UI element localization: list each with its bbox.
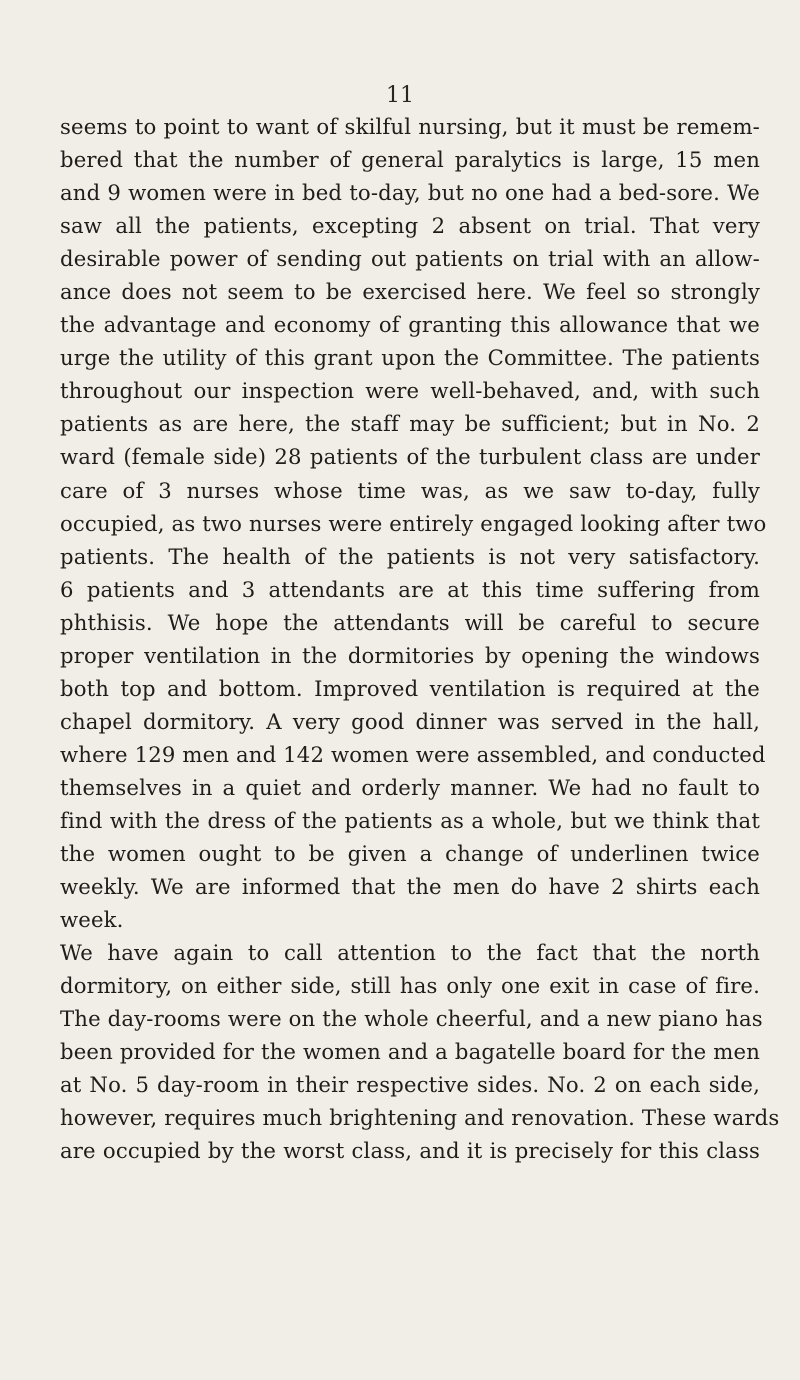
paragraph-2 xyxy=(60,936,780,1167)
text-line: chapel dormitory. A very good dinner was served in the hall, xyxy=(60,708,760,734)
text-line: are occupied by the worst class, and it is precisely for this class xyxy=(60,1138,760,1164)
text-line: patients. The health of the patients is not very satisfactory. xyxy=(60,543,760,569)
text-line: and 9 women were in bed to-day, but no one had a bed-sore. We xyxy=(60,180,760,206)
text-line: ward (female side) 28 patients of the turbulent class are under xyxy=(60,444,760,470)
text-line: however, requires much brightening and renovation. These wards xyxy=(60,1105,780,1131)
text-line: week. xyxy=(60,907,124,933)
text-line: proper ventilation in the dormitories by opening the windows xyxy=(60,642,760,668)
text-line: saw all the patients, excepting 2 absent on trial. That very xyxy=(60,213,760,239)
text-line: where 129 men and 142 women were assembled, and conducted xyxy=(60,741,766,767)
text-line: the advantage and economy of granting this allowance that we xyxy=(60,312,760,338)
text-line: occupied, as two nurses were entirely engaged looking after two xyxy=(60,510,767,536)
page-number: 11 xyxy=(386,83,414,108)
text-line: bered that the number of general paralytics is large, 15 men xyxy=(60,147,760,173)
text-line: desirable power of sending out patients on trial with an allow- xyxy=(60,246,760,272)
text-line: weekly. We are informed that the men do have 2 shirts each xyxy=(60,874,760,900)
text-line: urge the utility of this grant upon the Committee. The patients xyxy=(60,345,760,371)
text-line: seems to point to want of skilful nursing, but it must be remem- xyxy=(60,114,760,139)
text-line: find with the dress of the patients as a whole, but we think that xyxy=(60,807,760,833)
text-line: care of 3 nurses whose time was, as we saw to-day, fully xyxy=(60,477,760,503)
body-text xyxy=(60,110,780,1168)
text-line: 6 patients and 3 attendants are at this time suffering from xyxy=(60,576,760,602)
text-line: themselves in a quiet and orderly manner. We had no fault to xyxy=(60,774,760,800)
text-line: We have again to call attention to the fact that the north xyxy=(60,940,760,966)
text-line: patients as are here, the staff may be sufficient; but in No. 2 xyxy=(60,411,760,437)
text-line: the women ought to be given a change of underlinen twice xyxy=(60,841,760,867)
text-line: phthisis. We hope the attendants will be careful to secure xyxy=(60,609,760,635)
text-line: The day-rooms were on the whole cheerful, and a new piano has xyxy=(60,1006,763,1032)
paragraph-1 xyxy=(60,110,767,936)
text-line: both top and bottom. Improved ventilation is required at the xyxy=(60,675,760,701)
text-line: at No. 5 day-room in their respective sides. No. 2 on each side, xyxy=(60,1072,760,1098)
text-line: ance does not seem to be exercised here. We feel so strongly xyxy=(60,279,760,305)
text-line: been provided for the women and a bagatelle board for the men xyxy=(60,1039,760,1065)
text-line: dormitory, on either side, still has only one exit in case of fire. xyxy=(60,973,760,999)
text-line: throughout our inspection were well-behaved, and, with such xyxy=(60,378,760,404)
